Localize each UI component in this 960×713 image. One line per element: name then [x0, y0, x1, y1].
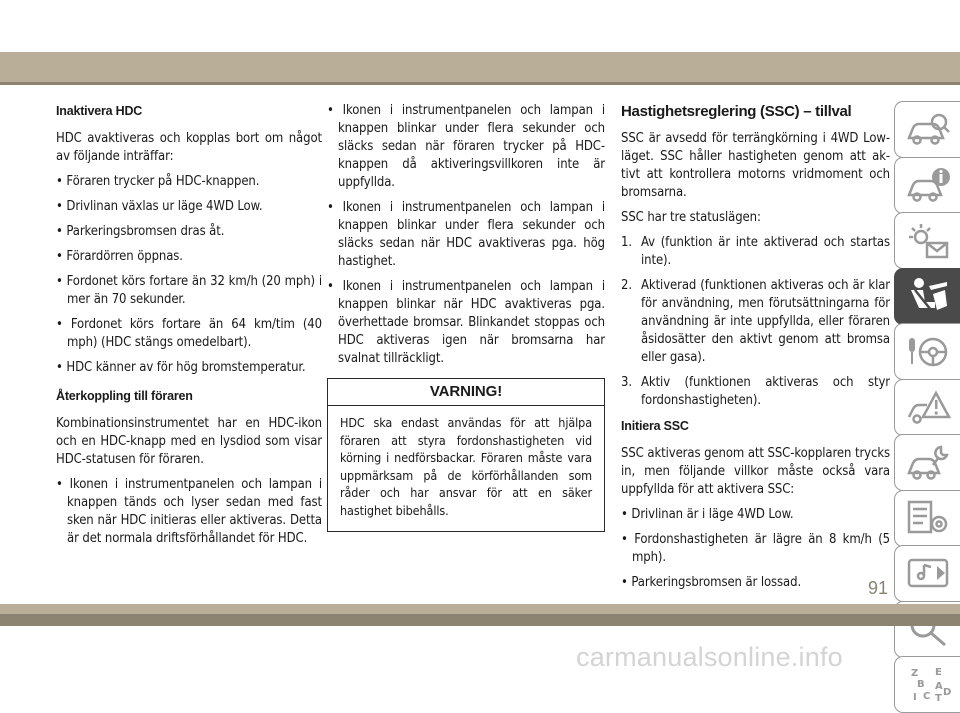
steering-key-icon: [905, 332, 951, 372]
heading-ssc: Hastighetsreglering (SSC) – tillval: [621, 103, 852, 120]
service-wrench-icon: [905, 443, 951, 483]
tab-emergency[interactable]: [894, 379, 960, 436]
column-middle: [327, 102, 605, 532]
tab-safety[interactable]: [894, 268, 960, 325]
heading-deactivate-hdc: Inaktivera HDC: [56, 104, 143, 118]
list-item: • HDC känner av för hög bromstemperatur.: [56, 359, 322, 377]
paragraph-states-intro: SSC har tre statuslägen:: [621, 210, 761, 225]
tab-warning-lights[interactable]: [894, 212, 960, 269]
list-item: • Fordonet körs fortare än 64 km/tim (40 mph) (HDC stängs omedelbart).: [56, 316, 322, 352]
svg-text:Z: Z: [910, 667, 918, 679]
column-right: [621, 102, 890, 599]
footer-band: [0, 604, 960, 614]
svg-text:C: C: [922, 690, 930, 702]
warning-lights-icon: [905, 221, 951, 261]
numbered-item: 2. Aktiverad (funktionen aktiveras och är klar för användning, men förutsättningarna för användning är inte uppfyllda, eller föraren åsidosätter den aktivt genom att bromsa eller gasa).: [621, 278, 890, 365]
svg-text:E: E: [934, 666, 942, 678]
heading-init-ssc: Initiera SSC: [621, 419, 689, 433]
heading-driver-feedback: Återkoppling till föraren: [56, 389, 193, 403]
column-left: [56, 102, 322, 555]
list-item: • Drivlinan är i läge 4WD Low.: [621, 506, 890, 524]
music-nav-icon: [905, 554, 951, 594]
tab-starting-operating[interactable]: [894, 323, 960, 380]
tab-multimedia[interactable]: [894, 545, 960, 602]
svg-text:A: A: [934, 680, 943, 692]
warning-title: VARNING!: [429, 383, 503, 400]
page-number: 91: [868, 578, 889, 598]
header-band: [0, 52, 960, 82]
list-item: • Fordonet körs fortare än 32 km/h (20 mph) i mer än 70 sekunder.: [56, 273, 322, 309]
list-item: • Ikonen i instrumentpanelen och lampan i knappen blinkar under flera sekunder och släcks sedan när föraren trycker på HDC-knappen då aktiveringsvillkoren inte är uppfyllda.: [327, 102, 605, 192]
list-item: • Parkeringsbromsen är lossad.: [621, 574, 890, 592]
svg-text:I: I: [912, 691, 917, 703]
svg-text:D: D: [942, 686, 951, 698]
numbered-item: 3. Aktiv (funktionen aktiveras och styr fordonshastigheten).: [621, 375, 890, 408]
safety-seat-icon: [905, 276, 951, 316]
footer-stripe: [0, 614, 960, 626]
svg-text:B: B: [916, 678, 925, 690]
list-item: • Föraren trycker på HDC-knappen.: [56, 173, 322, 191]
tab-getting-to-know-vehicle[interactable]: [894, 101, 960, 158]
paragraph-init: SSC aktiveras genom att SSC-kopplaren trycks in, men följande villkor måste också vara uppfyllda för att aktivera SSC:: [621, 446, 890, 497]
car-search-icon: [905, 110, 951, 150]
header-stripe: [0, 82, 960, 85]
paragraph-deactivate-intro: HDC avaktiveras och kopplas bort om något av följande inträffar:: [56, 131, 322, 164]
list-item: • Ikonen i instrumentpanelen och lampan i knappen blinkar under flera sekunder och släcks sedan när HDC avaktiveras pga. hög hastighet.: [327, 199, 605, 271]
car-info-icon: [905, 165, 951, 205]
warning-box: [327, 378, 605, 532]
list-item: • Fordonshastigheten är lägre än 8 km/h (5 mph).: [621, 531, 890, 567]
hazard-car-icon: [905, 387, 951, 427]
warning-text: HDC ska endast användas för att hjälpa föraren att styra fordonshastigheten vid körning i nedförsbackar. Föraren måste vara uppmärksam på de körförhållanden som råder och har ansvar för att en säker hastighet bibehålls.: [340, 415, 592, 518]
tab-index[interactable]: [894, 656, 960, 713]
list-item: • Drivlinan växlas ur läge 4WD Low.: [56, 198, 322, 216]
list-item: • Ikonen i instrumentpanelen och lampan i knappen tänds och lyser sedan med fast sken när HDC initieras eller aktiveras. Detta är det normala driftsförhållandet för HDC.: [56, 476, 322, 548]
watermark: carmanualsonline.info: [576, 642, 843, 672]
tab-instrument-panel[interactable]: [894, 157, 960, 214]
svg-text:T: T: [934, 692, 942, 704]
checklist-gear-icon: [905, 498, 951, 538]
tab-servicing[interactable]: [894, 434, 960, 491]
numbered-item: 1. Av (funktion är inte aktiverad och startas inte).: [621, 235, 890, 268]
language-index-icon: [905, 665, 951, 705]
list-item: • Ikonen i instrumentpanelen och lampan i knappen blinkar när HDC avaktiveras pga. överhettade bromsar. Blinkandet stoppas och HDC aktiveras igen när bromsarna har svalnat tillräckligt.: [327, 278, 605, 368]
paragraph-ssc-intro: SSC är avsedd för terrängkörning i 4WD Low-läget. SSC håller hastigheten genom att ak-tivt att kontrollera motorns vridmoment och bromsarna.: [621, 131, 890, 200]
list-item: • Parkeringsbromsen dras åt.: [56, 223, 322, 241]
tab-technical-specs[interactable]: [894, 490, 960, 547]
paragraph-feedback: Kombinationsinstrumentet har en HDC-ikon och en HDC-knapp med en lysdiod som visar HDC-statusen för föraren.: [56, 416, 322, 467]
list-item: • Förardörren öppnas.: [56, 248, 322, 266]
